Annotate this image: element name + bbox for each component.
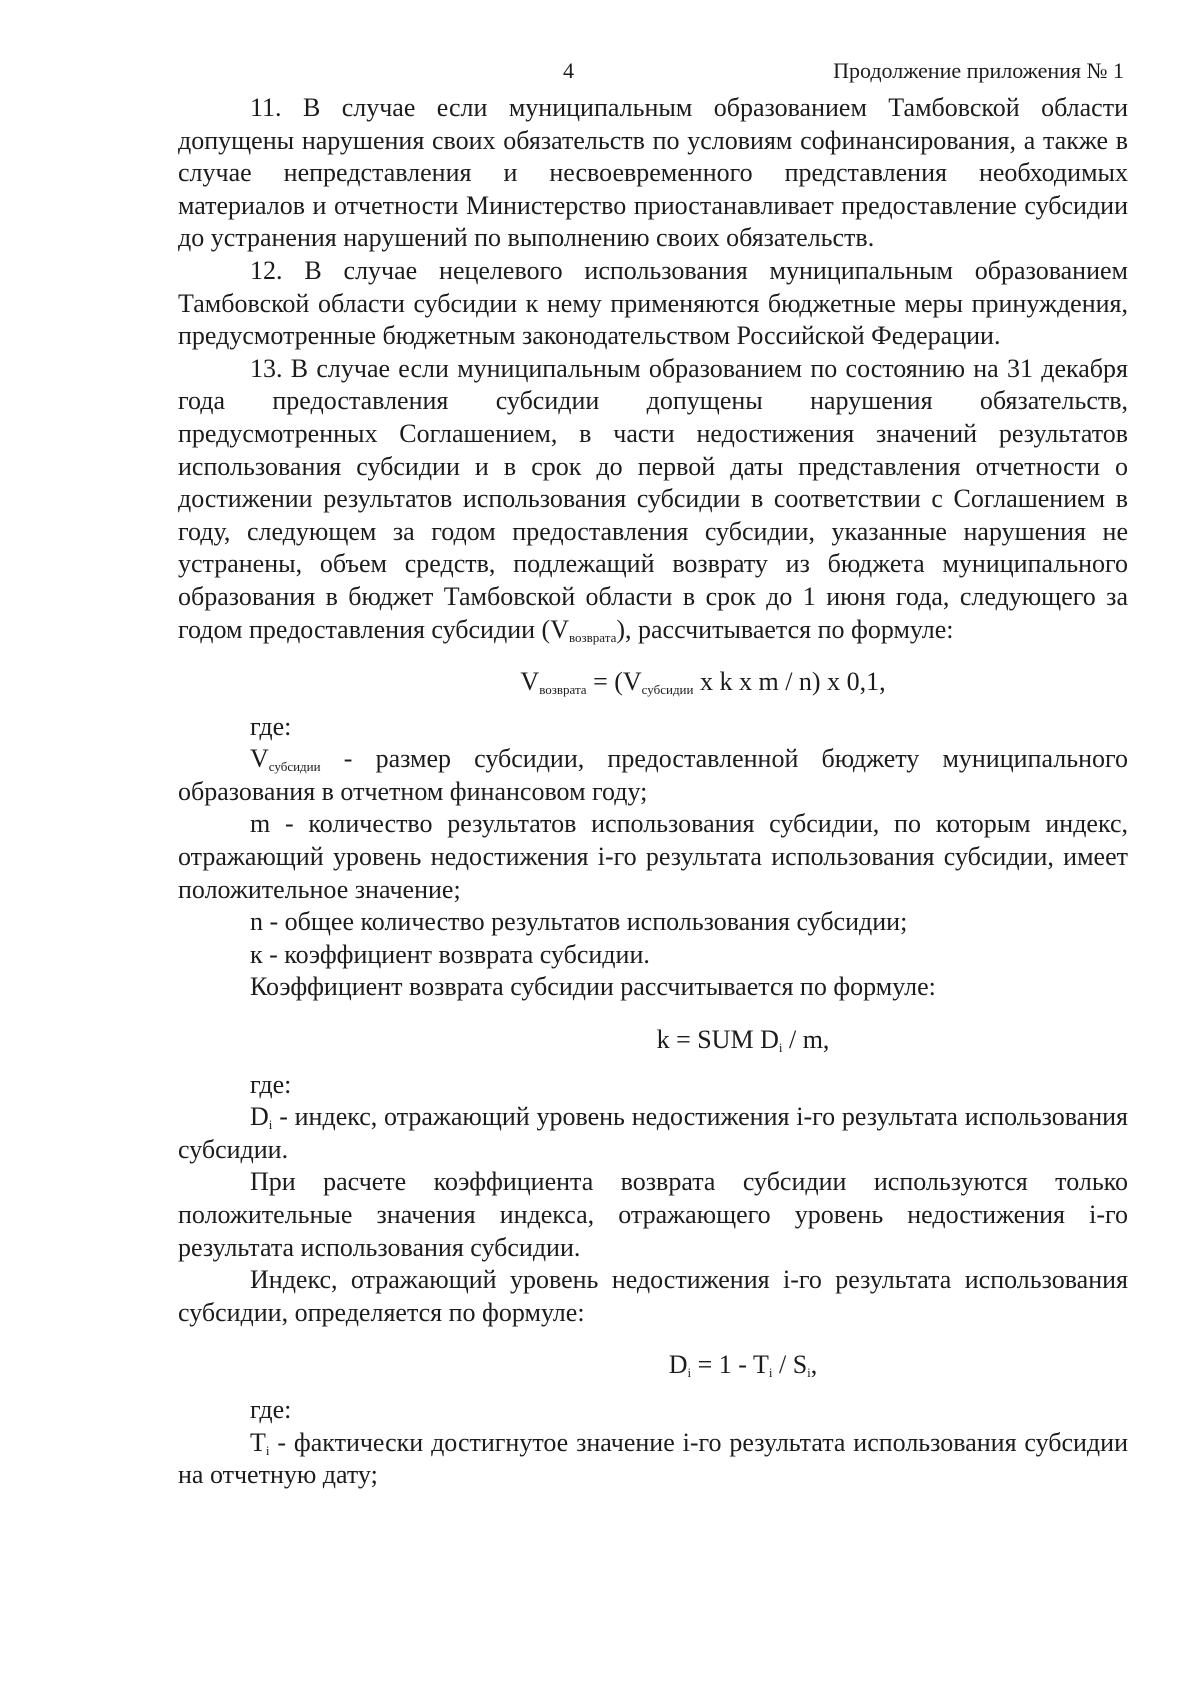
definition-n: n - общее количество результатов использования субсидии; bbox=[250, 907, 908, 937]
page-header bbox=[0, 58, 1200, 90]
symbol-subscript: i bbox=[268, 1117, 273, 1133]
formula-part: / S bbox=[772, 1350, 808, 1380]
formula-return-volume bbox=[178, 666, 1128, 699]
document-body bbox=[178, 92, 1128, 1492]
page-number: 4 bbox=[563, 58, 574, 83]
formula-part: D bbox=[668, 1350, 688, 1380]
formula-subscript: i bbox=[768, 1365, 773, 1381]
symbol-subscript: субсидии bbox=[268, 759, 321, 775]
formula-subscript: возврата bbox=[539, 682, 587, 698]
formula-subscript: i bbox=[807, 1365, 811, 1381]
definition-text: - размер субсидии, предоставленной бюджету муниципального образования в отчетном финансовом году; bbox=[178, 744, 1128, 806]
paragraph-13-text: 13. В случае если муниципальным образованием по состоянию на 31 декабря года предоставления субсидии допущены нарушения обязательств, предусмотренных Соглашением, в части недостижения значений результатов использования субсидии и в срок до первой даты представления отчетности о достижении результатов использования субсидии в соответствии с Соглашением в году, следующем за годом предоставления субсидии, указанные нарушения не устранены, объем средств, подлежащий возврату из бюджета муниципального образования в бюджет Тамбовской области в срок до 1 июня года, следующего за годом предоставления субсидии (V bbox=[178, 353, 1128, 644]
formula-subscript: i bbox=[778, 1040, 783, 1056]
definition-v-subsidy bbox=[178, 743, 1128, 808]
formula-part: x k x m / n) x 0,1, bbox=[693, 667, 886, 697]
paragraph-13-text-end: ), рассчитывается по формуле: bbox=[616, 614, 954, 644]
paragraph-12: 12. В случае нецелевого использования муниципальным образованием Тамбовской области субсидии к нему применяются бюджетные меры принуждения, предусмотренные бюджетным законодательством Российской Федерации. bbox=[178, 255, 1128, 351]
formula-part: = (V bbox=[586, 667, 642, 697]
where-label-3: где: bbox=[250, 1394, 292, 1424]
formula-part: , bbox=[810, 1350, 818, 1380]
definition-text: - фактически достигнутое значение i-го результата использования субсидии на отчетную дату; bbox=[178, 1427, 1128, 1490]
definition-text: - индекс, отражающий уровень недостижения i-го результата использования субсидии. bbox=[178, 1102, 1128, 1164]
definition-k: к - коэффициент возврата субсидии. bbox=[250, 939, 650, 969]
k-formula-intro: Коэффициент возврата субсидии рассчитывается по формуле: bbox=[250, 972, 936, 1002]
symbol: V bbox=[250, 744, 269, 774]
paragraph-13-subscript: возврата bbox=[568, 629, 617, 645]
formula-subscript: субсидии bbox=[641, 682, 694, 698]
appendix-note: Продолжение приложения № 1 bbox=[833, 58, 1124, 83]
index-formula-intro: Индекс, отражающий уровень недостижения i-го результата использования субсидии, определяется по формуле: bbox=[178, 1265, 1128, 1327]
where-label-1: где: bbox=[250, 711, 292, 741]
symbol-subscript: i bbox=[265, 1442, 270, 1458]
definition-m: m - количество результатов использования субсидии, по которым индекс, отражающий уровень недостижения i-го результата использования субсидии, имеет положительное значение; bbox=[178, 809, 1128, 904]
formula-part: / m, bbox=[782, 1025, 830, 1055]
symbol: D bbox=[250, 1102, 269, 1132]
definition-ti bbox=[178, 1427, 1128, 1492]
definition-di bbox=[178, 1101, 1128, 1166]
formula-part: = 1 - T bbox=[691, 1350, 769, 1380]
formula-index bbox=[178, 1349, 1128, 1382]
where-label-2: где: bbox=[250, 1069, 292, 1099]
formula-subscript: i bbox=[687, 1365, 692, 1381]
paragraph-11: 11. В случае если муниципальным образованием Тамбовской области допущены нарушения своих обязательств по условиям софинансирования, а также в случае непредставления и несвоевременного представления необходимых материалов и отчетности Министерство приостанавливает предоставление субсидии до устранения нарушений по выполнению своих обязательств. bbox=[178, 93, 1128, 253]
formula-part: V bbox=[520, 667, 540, 697]
paragraph-13 bbox=[178, 353, 1128, 646]
symbol: T bbox=[250, 1427, 266, 1457]
positive-values-note: При расчете коэффициента возврата субсидии используются только положительные значения индекса, отражающего уровень недостижения i-го результата использования субсидии. bbox=[178, 1167, 1128, 1262]
formula-part: k = SUM D bbox=[656, 1025, 779, 1055]
formula-return-coefficient bbox=[178, 1024, 1128, 1057]
